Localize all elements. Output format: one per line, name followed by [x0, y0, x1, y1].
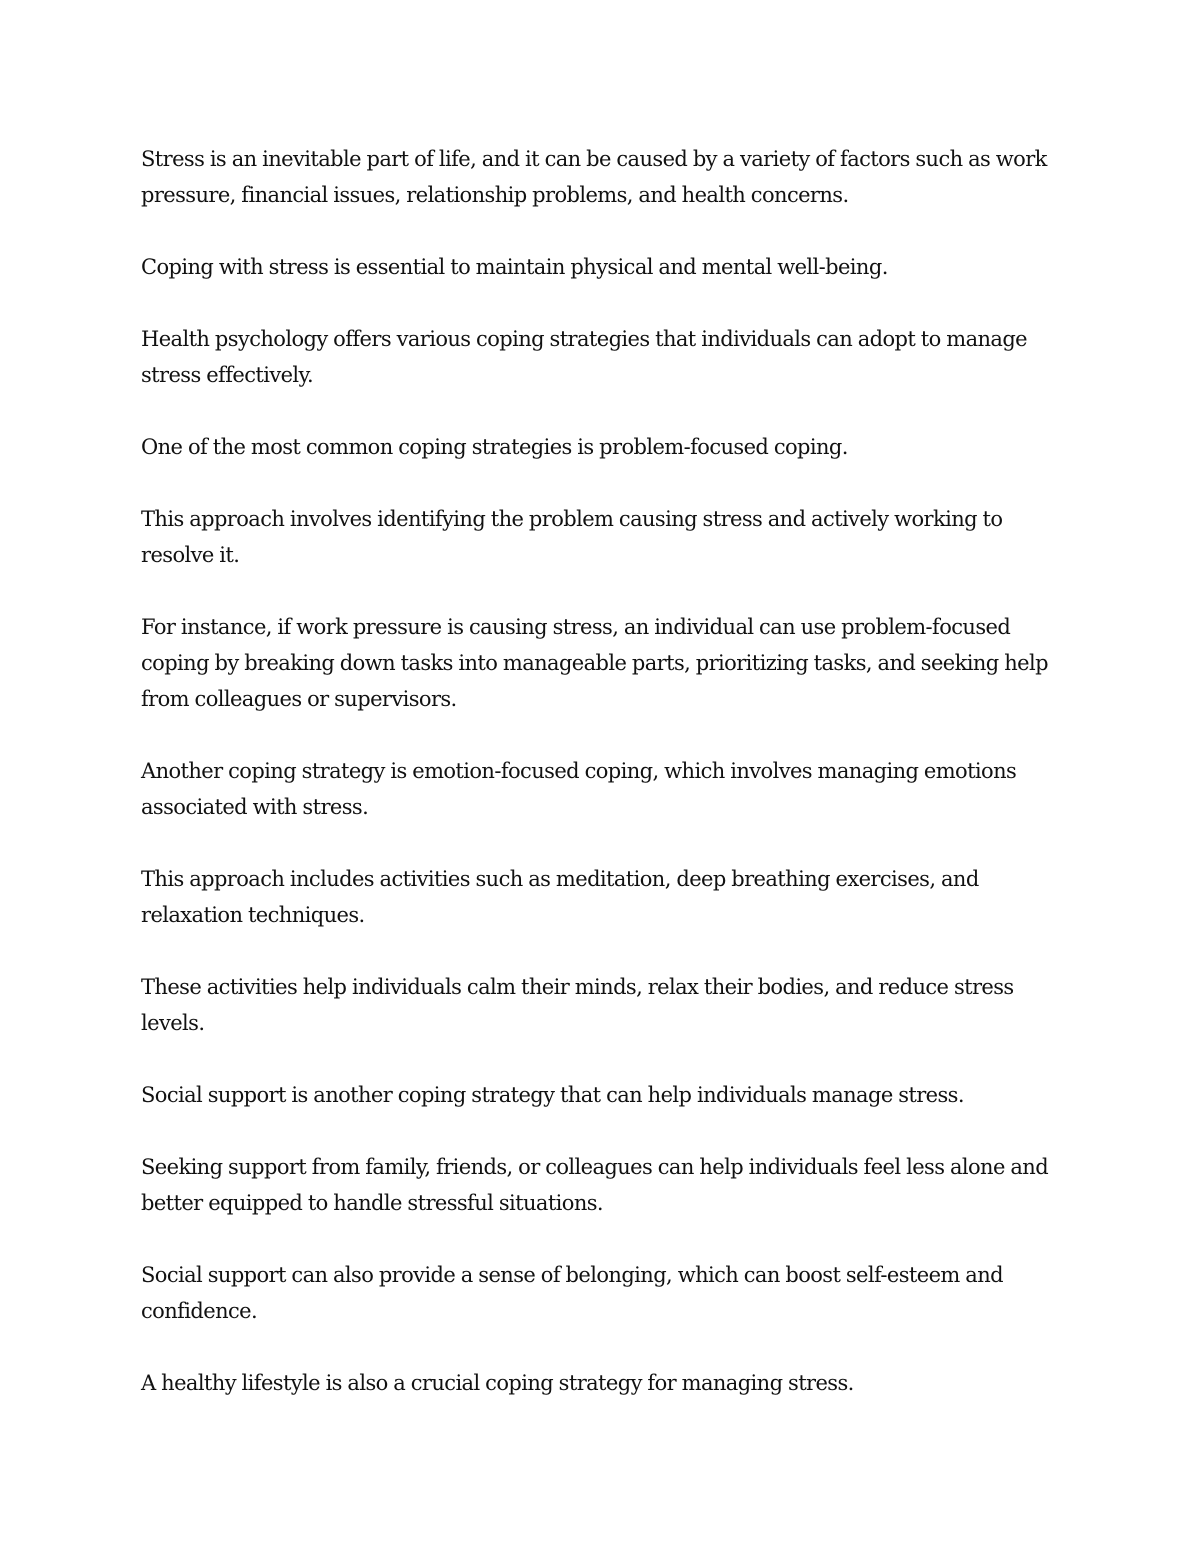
paragraph-6: For instance, if work pressure is causing stress, an individual can use problem-focused coping by breaking down tasks into manageable parts, prioritizing tasks, and seeking help from colleagues or supervisors.: [141, 615, 1048, 711]
paragraph-7: Another coping strategy is emotion-focused coping, which involves managing emotions associated with stress.: [141, 759, 1017, 819]
paragraph-5: This approach involves identifying the problem causing stress and actively working to resolve it.: [141, 507, 1003, 567]
paragraph-1: Stress is an inevitable part of life, and it can be caused by a variety of factors such as work pressure, financial issues, relationship problems, and health concerns.: [141, 147, 1047, 207]
paragraph-9: These activities help individuals calm their minds, relax their bodies, and reduce stress levels.: [141, 975, 1014, 1035]
paragraph-10: Social support is another coping strategy that can help individuals manage stress.: [141, 1083, 964, 1107]
paragraph-8: This approach includes activities such as meditation, deep breathing exercises, and relaxation techniques.: [141, 867, 979, 927]
document-body: [141, 141, 1066, 1437]
paragraph-4: One of the most common coping strategies is problem-focused coping.: [141, 435, 848, 459]
paragraph-11: Seeking support from family, friends, or colleagues can help individuals feel less alone and better equipped to handle stressful situations.: [141, 1155, 1049, 1215]
paragraph-13: A healthy lifestyle is also a crucial coping strategy for managing stress.: [141, 1371, 854, 1395]
paragraph-3: Health psychology offers various coping strategies that individuals can adopt to manage stress effectively.: [141, 327, 1028, 387]
paragraph-2: Coping with stress is essential to maintain physical and mental well-being.: [141, 255, 888, 279]
paragraph-12: Social support can also provide a sense of belonging, which can boost self-esteem and confidence.: [141, 1263, 1003, 1323]
